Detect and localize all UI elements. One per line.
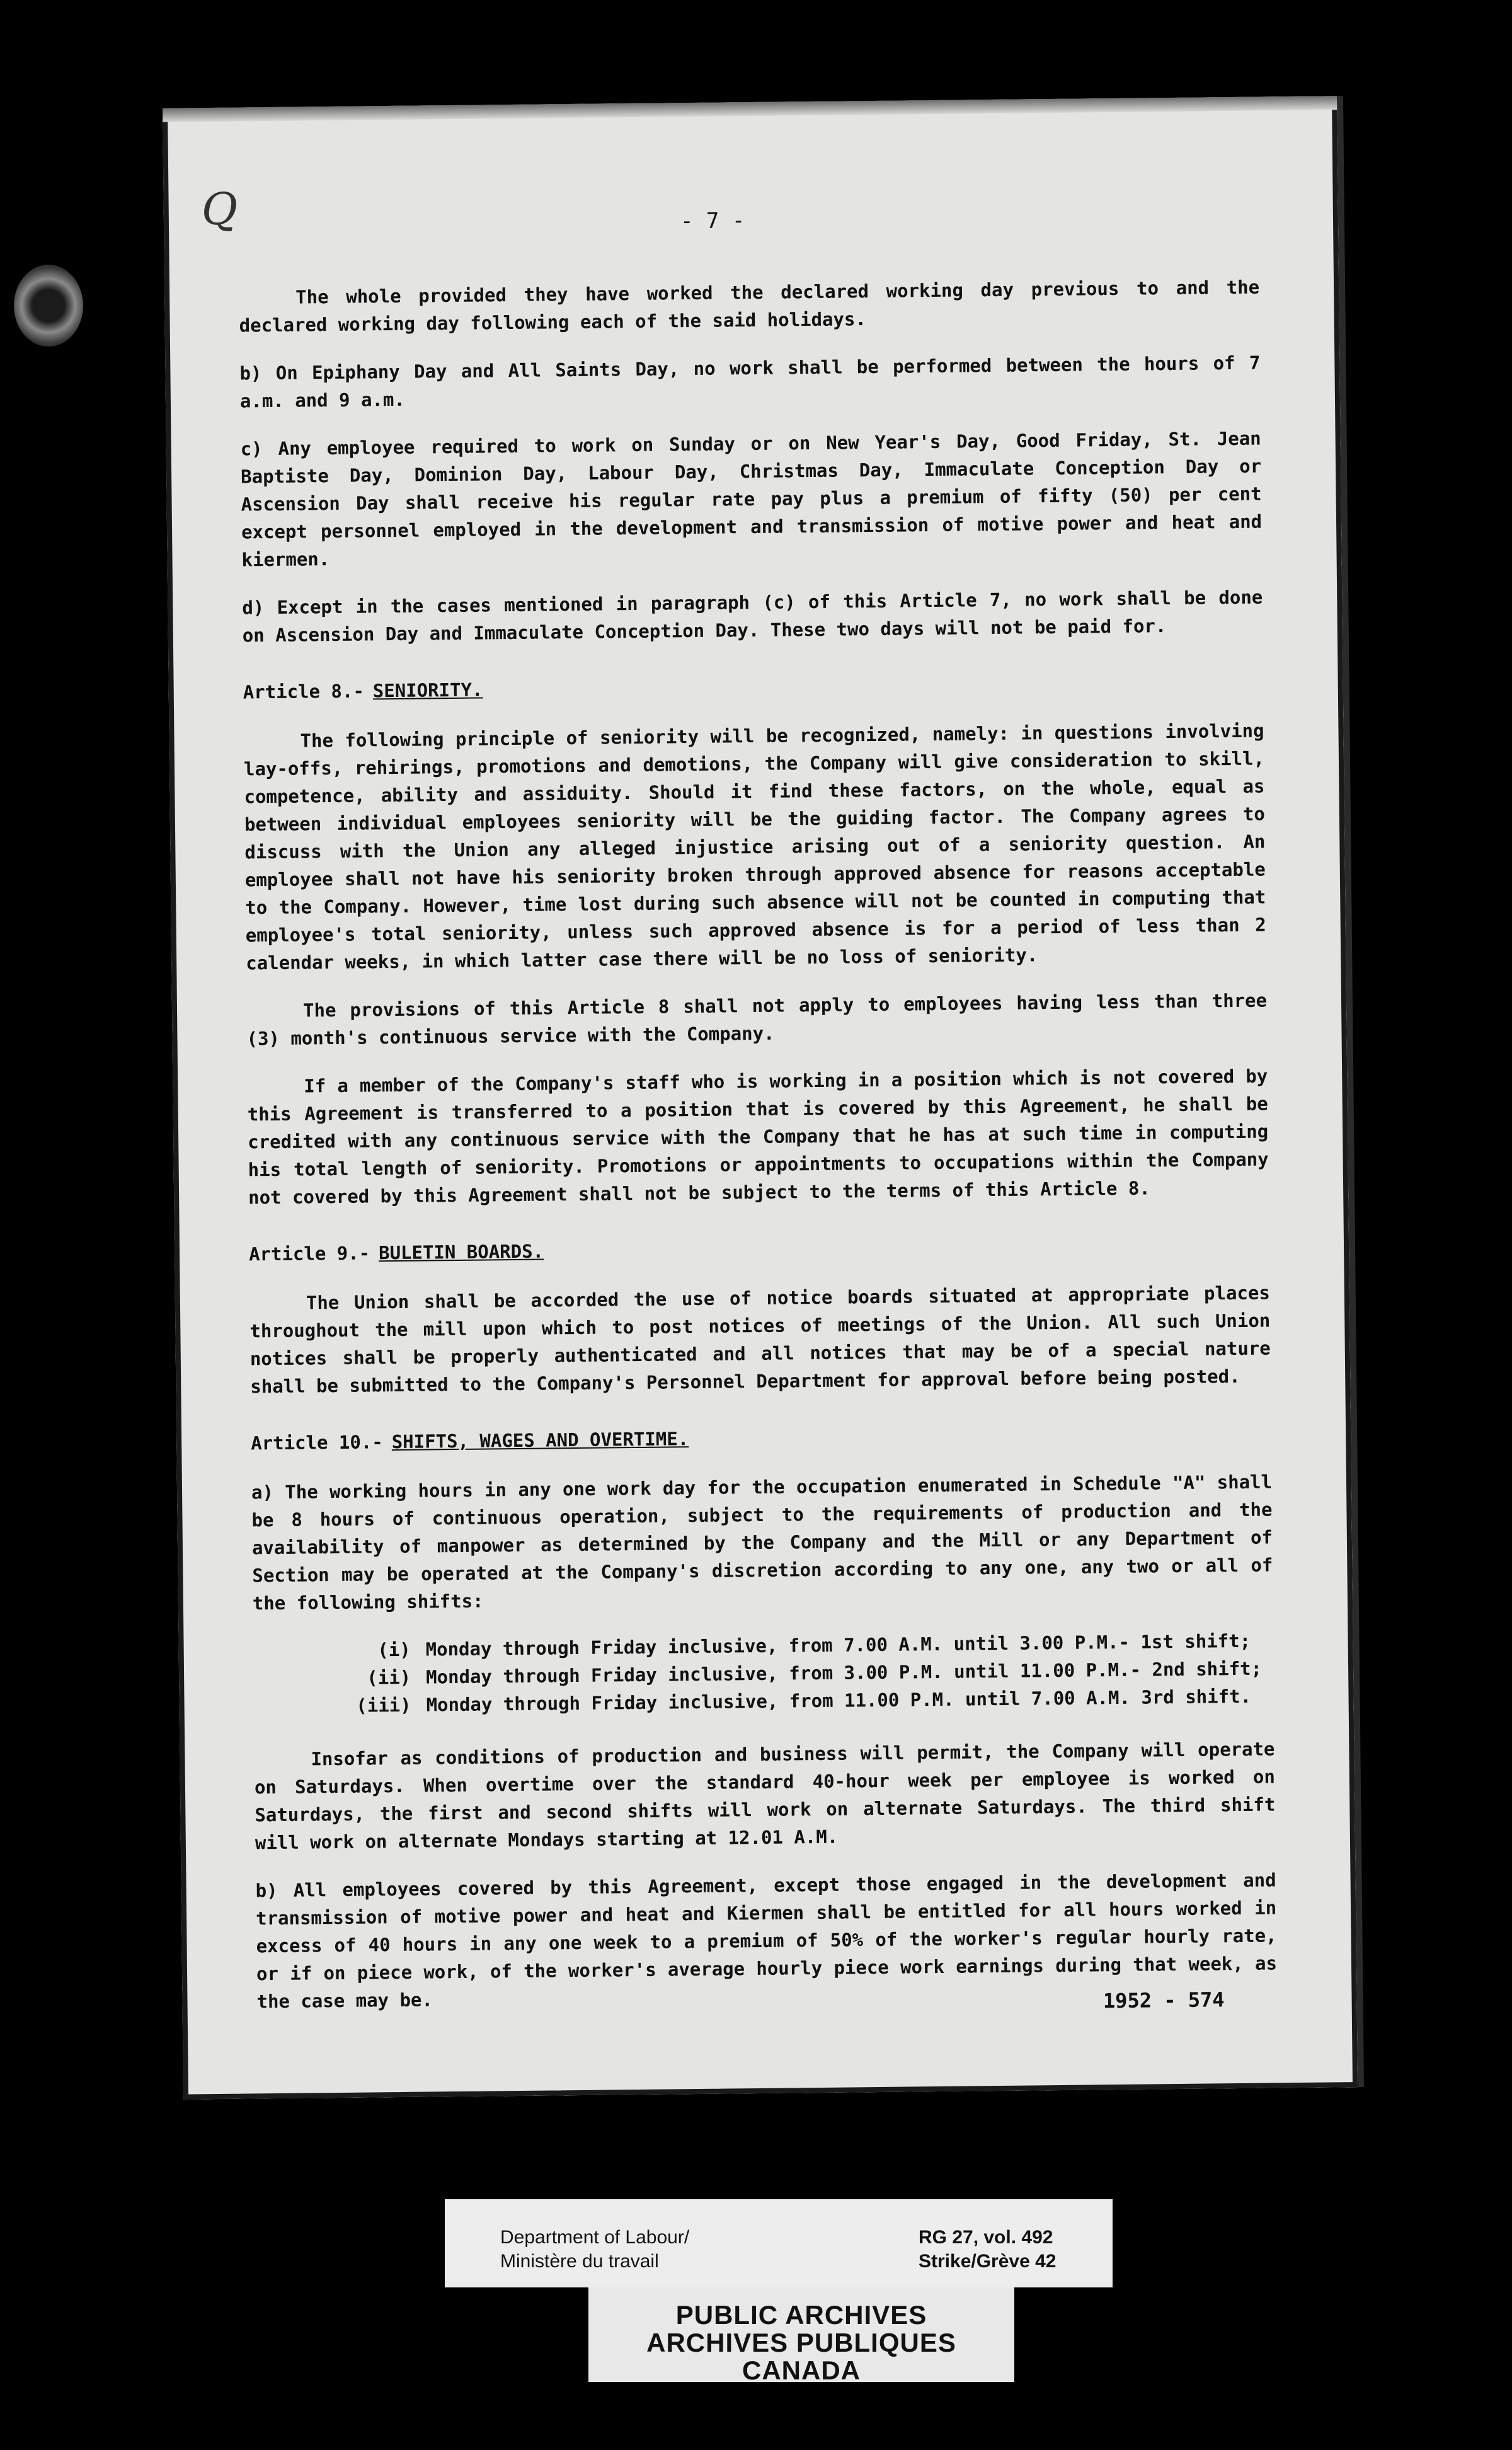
stamp-line-1: PUBLIC ARCHIVES xyxy=(675,2300,927,2330)
article-9-title: BULETIN BOARDS. xyxy=(378,1240,544,1264)
article-9-heading xyxy=(249,1229,1269,1268)
article-9-label: Article 9.- xyxy=(248,1242,370,1265)
department-english: Department of Labour/ xyxy=(500,2227,690,2248)
reference-strike: Strike/Grève 42 xyxy=(919,2251,1057,2272)
article-8-title: SENIORITY. xyxy=(372,679,483,702)
paragraph-b: b) On Epiphany Day and All Saints Day, no work shall be performed between the hours of 7 a.m. and 9 a.m. xyxy=(239,352,1261,412)
article-10-label: Article 10.- xyxy=(251,1431,383,1454)
archive-reference xyxy=(919,2226,1056,2274)
archive-label xyxy=(445,2199,1113,2287)
opening-paragraph: The whole provided they have worked the declared working day previous to and the declared working day following each of the said holidays. xyxy=(239,276,1260,336)
paragraph-c: c) Any employee required to work on Sunday or on New Year's Day, Good Friday, St. Jean Baptiste Day, Dominion Day, Labour Day, Christmas Day, Immaculate Conception Day or Ascension Day shall receive his regular rate pay plus a premium of fifty (50) per cent except personnel employed in the development and transmission of motive power and heat and kiermen. xyxy=(240,427,1263,571)
shift-text: Monday through Friday inclusive, from 11.00 P.M. until 7.00 A.M. 3rd shift. xyxy=(426,1685,1252,1716)
article-10-paragraph-a: a) The working hours in any one work day for the occupation enumerated in Schedule "A" shall be 8 hours of continuous operation, subject to the requirements of production and the availability of manpower as determined by the Company and the Mill or any Department of Section may be operated at the Company's discretion according to any one, any two or all of the following shifts: xyxy=(251,1471,1273,1614)
department-name xyxy=(500,2226,689,2274)
article-10-paragraph-b: b) All employees covered by this Agreement, except those engaged in the development and transmission of motive power and heat and Kiermen shall be entitled for all hours worked in excess of 40 hours in any one week to a premium of 50% of the worker's regular hourly rate, or if on piece work, of the worker's average hourly piece work earnings during that week, as the case may be. xyxy=(255,1869,1278,2013)
shift-text: Monday through Friday inclusive, from 7.00 A.M. until 3.00 P.M.- 1st shift; xyxy=(425,1630,1251,1660)
document-body xyxy=(239,273,1278,2036)
archives-stamp xyxy=(588,2287,1014,2385)
article-8-heading xyxy=(243,668,1264,706)
reference-volume: RG 27, vol. 492 xyxy=(919,2227,1053,2248)
saturday-paragraph: Insofar as conditions of production and business will permit, the Company will operate on Saturdays. When overtime over the standard 40-hour week per employee is worked on Saturdays, the first and second shifts will work on alternate Saturdays. The third shift will work on alternate Mondays starting at 12.01 A.M. xyxy=(254,1738,1276,1854)
shift-text: Monday through Friday inclusive, from 3.00 P.M. until 11.00 P.M.- 2nd shift; xyxy=(425,1657,1263,1688)
stamp-line-2: ARCHIVES PUBLIQUES xyxy=(646,2328,956,2357)
department-french: Ministère du travail xyxy=(500,2251,659,2272)
shift-number: (iii) xyxy=(356,1694,411,1717)
handwritten-mark: Q xyxy=(201,183,238,236)
document-number: 1952 - 574 xyxy=(1102,1987,1225,2013)
document-page xyxy=(163,96,1358,2099)
article-9-paragraph-1: The Union shall be accorded the use of notice boards situated at appropriate places throughout the mill upon which to post notices of meetings of the Union. All such Union notices shall be properly authenticated and all notices that may be of a special nature shall be submitted to the Company's Personnel Department for approval before being posted. xyxy=(249,1282,1271,1398)
paragraph-d: d) Except in the cases mentioned in paragraph (c) of this Article 7, no work shall be done on Ascension Day and Immaculate Conception Day. These two days will not be paid for. xyxy=(242,586,1263,647)
article-8-paragraph-2: The provisions of this Article 8 shall not apply to employees having less than three (3) month's continuous service with the Company. xyxy=(246,989,1268,1050)
shift-number: (ii) xyxy=(367,1666,411,1689)
stamp-line-3: CANADA xyxy=(742,2355,861,2385)
shift-list xyxy=(253,1626,1274,1720)
page-number: - 7 - xyxy=(680,208,745,234)
article-10-title: SHIFTS, WAGES AND OVERTIME. xyxy=(391,1428,689,1453)
shift-number: (i) xyxy=(377,1638,411,1661)
article-8-label: Article 8.- xyxy=(243,680,364,703)
article-8-paragraph-1: The following principle of seniority will be recognized, namely: in questions involving lay-offs, rehirings, promotions and demotions, the Company will give consideration to skill, competence, ability and assiduity. Should it find these factors, on the whole, equal as between individual employees seniority will be the guiding factor. The Company agrees to discuss with the Union any alleged injustice arising out of a seniority question. An employee shall not have his seniority broken through approved absence for reasons acceptable to the Company. However, time lost during such absence will not be counted in computing that employee's total seniority, unless such approved absence is for a period of less than 2 calendar weeks, in which latter case there will be no loss of seniority. xyxy=(243,720,1266,974)
article-8-paragraph-3: If a member of the Company's staff who is working in a position which is not covered by this Agreement is transferred to a position that is covered by this Agreement, he shall be credited with any continuous service with the Company that he has at such time in computing his total length of seniority. Promotions or appointments to occupations within the Company not covered by this Agreement shall not be subject to the terms of this Article 8. xyxy=(247,1065,1269,1209)
binder-hole xyxy=(14,265,83,347)
article-10-heading xyxy=(251,1418,1271,1457)
